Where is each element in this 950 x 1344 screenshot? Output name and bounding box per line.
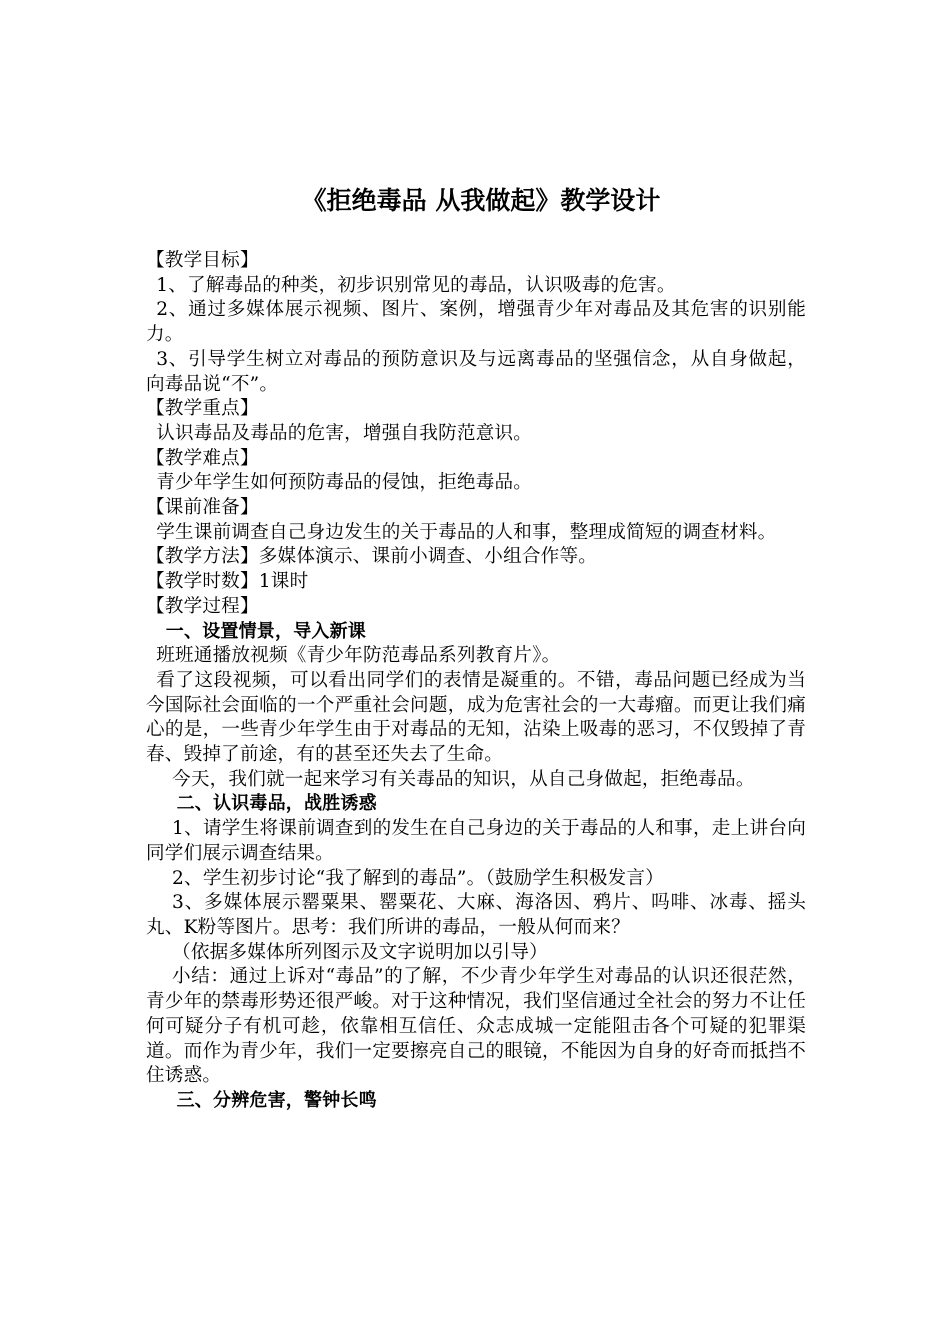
section-heading-difficulties: 【教学难点】 [146,447,259,469]
process-step-1-heading: 一、设置情景，导入新课 [165,620,366,642]
teaching-hours-line: 【教学时数】1课时 [146,571,309,593]
step-2-paragraph-2: 2、学生初步讨论“我了解到的毒品”。（鼓励学生积极发言） [172,867,665,889]
goal-item-1: 1、了解毒品的种类，初步识别常见的毒品，认识吸毒的危害。 [156,274,676,296]
page-title: 《拒绝毒品 从我做起》教学设计 [301,186,661,215]
section-heading-preparation: 【课前准备】 [146,497,259,519]
step-2-paragraph-3: 3、多媒体展示罂粟果、罂粟花、大麻、海洛因、鸦片、吗啡、冰毒、摇头丸、K粉等图片。思考：我们所讲的毒品，一般从何而来？ [146,892,806,938]
goal-item-2: 2、通过多媒体展示视频、图片、案例，增强青少年对毒品及其危害的识别能力。 [146,299,806,346]
section-heading-teaching-goals: 【教学目标】 [146,250,259,271]
step-1-paragraph-1: 班班通播放视频《青少年防范毒品系列教育片》。 [156,645,561,667]
section-heading-process: 【教学过程】 [146,595,259,617]
goal-item-3: 3、引导学生树立对毒品的预防意识及与远离毒品的坚强信念，从自身做起，向毒品说“不”。 [146,348,806,395]
difficulties-text: 青少年学生如何预防毒品的侵蚀，拒绝毒品。 [156,472,533,494]
preparation-text: 学生课前调查自己身边发生的关于毒品的人和事，整理成简短的调查材料。 [156,521,777,543]
step-2-paragraph-5: 小结：通过上诉对“毒品”的了解，不少青少年学生对毒品的认识还很茫然，青少年的禁毒形势还很严峻。对于这种情况，我们坚信通过全社会的努力不让任何可疑分子有机可趁，依靠相互信任、众志成城一定能阻击各个可疑的犯罪渠道。而作为青少年，我们一定要擦亮自己的眼镜，不能因为自身的好奇而抵挡不住诱惑。 [146,966,806,1087]
document-page [146,183,806,1114]
process-step-3-heading: 三、分辨危害，警钟长鸣 [176,1089,377,1111]
step-2-paragraph-4: （依据多媒体所列图示及文字说明加以引导） [172,941,548,963]
process-step-2-heading: 二、认识毒品，战胜诱惑 [176,793,377,815]
section-heading-key-points: 【教学重点】 [146,398,259,420]
step-1-paragraph-2: 看了这段视频，可以看出同学们的表情是凝重的。不错，毒品问题已经成为当今国际社会面临的一个严重社会问题，成为危害社会的一大毒瘤。而更让我们痛心的是，一些青少年学生由于对毒品的无知，沾染上吸毒的恶习，不仅毁掉了青春、毁掉了前途，有的甚至还失去了生命。 [146,669,806,766]
document-body [146,249,806,1114]
step-1-paragraph-3: 今天，我们就一起来学习有关毒品的知识，从自己身做起，拒绝毒品。 [172,768,755,790]
teaching-method-line: 【教学方法】多媒体演示、课前小调查、小组合作等。 [146,546,598,568]
step-2-paragraph-1: 1、请学生将课前调查到的发生在自己身边的关于毒品的人和事，走上讲台向同学们展示调查结果。 [146,818,806,864]
key-points-text: 认识毒品及毒品的危害，增强自我防范意识。 [156,422,533,444]
